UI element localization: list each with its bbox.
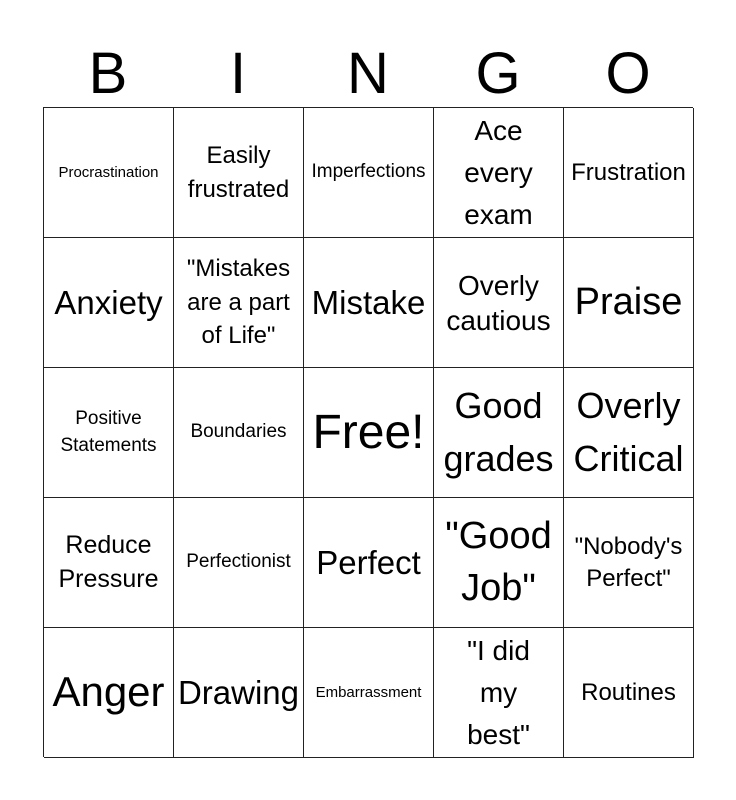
bingo-cell[interactable] — [564, 368, 694, 498]
bingo-header — [43, 40, 693, 108]
cell-text: Perfectionist — [186, 551, 291, 573]
cell-text: "Good Job" — [445, 515, 552, 609]
cell-text: Reduce Pressure — [58, 530, 159, 593]
bingo-board — [43, 107, 693, 757]
cell-text: Boundaries — [190, 421, 287, 443]
header-letter-n: N — [347, 41, 389, 106]
bingo-cell[interactable] — [44, 108, 174, 238]
bingo-cell[interactable] — [434, 108, 564, 238]
cell-text: "Nobody's Perfect" — [574, 533, 683, 592]
header-letter-o: O — [605, 41, 651, 106]
free-space-label: Free! — [312, 405, 425, 459]
cell-text: Anxiety — [54, 283, 163, 321]
cell-text: Embarrassment — [315, 683, 422, 701]
cell-text: Overly Critical — [573, 385, 684, 479]
cell-text: Imperfections — [311, 161, 426, 183]
bingo-cell[interactable] — [564, 498, 694, 628]
cell-text: Ace every exam — [464, 114, 533, 230]
bingo-cell[interactable] — [174, 368, 304, 498]
bingo-cell[interactable] — [304, 498, 434, 628]
cell-text: Routines — [581, 678, 676, 706]
cell-text: Positive Statements — [60, 407, 157, 456]
header-letter-i: I — [229, 41, 247, 106]
bingo-cell[interactable] — [564, 108, 694, 238]
bingo-cell[interactable] — [44, 238, 174, 368]
bingo-cell[interactable] — [44, 498, 174, 628]
cell-text: "I did my best" — [467, 634, 530, 750]
cell-text: Praise — [574, 280, 683, 323]
cell-text: Mistake — [311, 283, 426, 321]
cell-text: Good grades — [443, 385, 554, 479]
header-letter-b: B — [88, 41, 128, 106]
bingo-cell[interactable] — [434, 628, 564, 758]
bingo-cell[interactable] — [174, 498, 304, 628]
bingo-cell[interactable] — [434, 238, 564, 368]
cell-text: Drawing — [177, 673, 300, 711]
free-space[interactable] — [304, 368, 434, 498]
bingo-cell[interactable] — [304, 108, 434, 238]
bingo-cell[interactable] — [434, 368, 564, 498]
bingo-cell[interactable] — [434, 498, 564, 628]
cell-text: "Mistakes are a part of Life" — [186, 255, 291, 350]
cell-text: Overly cautious — [446, 269, 551, 336]
header-letter-g: G — [475, 41, 521, 106]
cell-text: Perfect — [316, 543, 421, 581]
bingo-cell[interactable] — [44, 368, 174, 498]
bingo-cell[interactable] — [174, 238, 304, 368]
cell-text: Easily frustrated — [187, 141, 290, 203]
cell-text: Procrastination — [58, 163, 159, 181]
bingo-cell[interactable] — [304, 238, 434, 368]
bingo-cell[interactable] — [564, 238, 694, 368]
bingo-cell[interactable] — [174, 108, 304, 238]
bingo-cell[interactable] — [564, 628, 694, 758]
bingo-cell[interactable] — [174, 628, 304, 758]
cell-text: Anger — [52, 668, 165, 716]
bingo-cell[interactable] — [44, 628, 174, 758]
bingo-cell[interactable] — [304, 628, 434, 758]
cell-text: Frustration — [571, 158, 686, 186]
